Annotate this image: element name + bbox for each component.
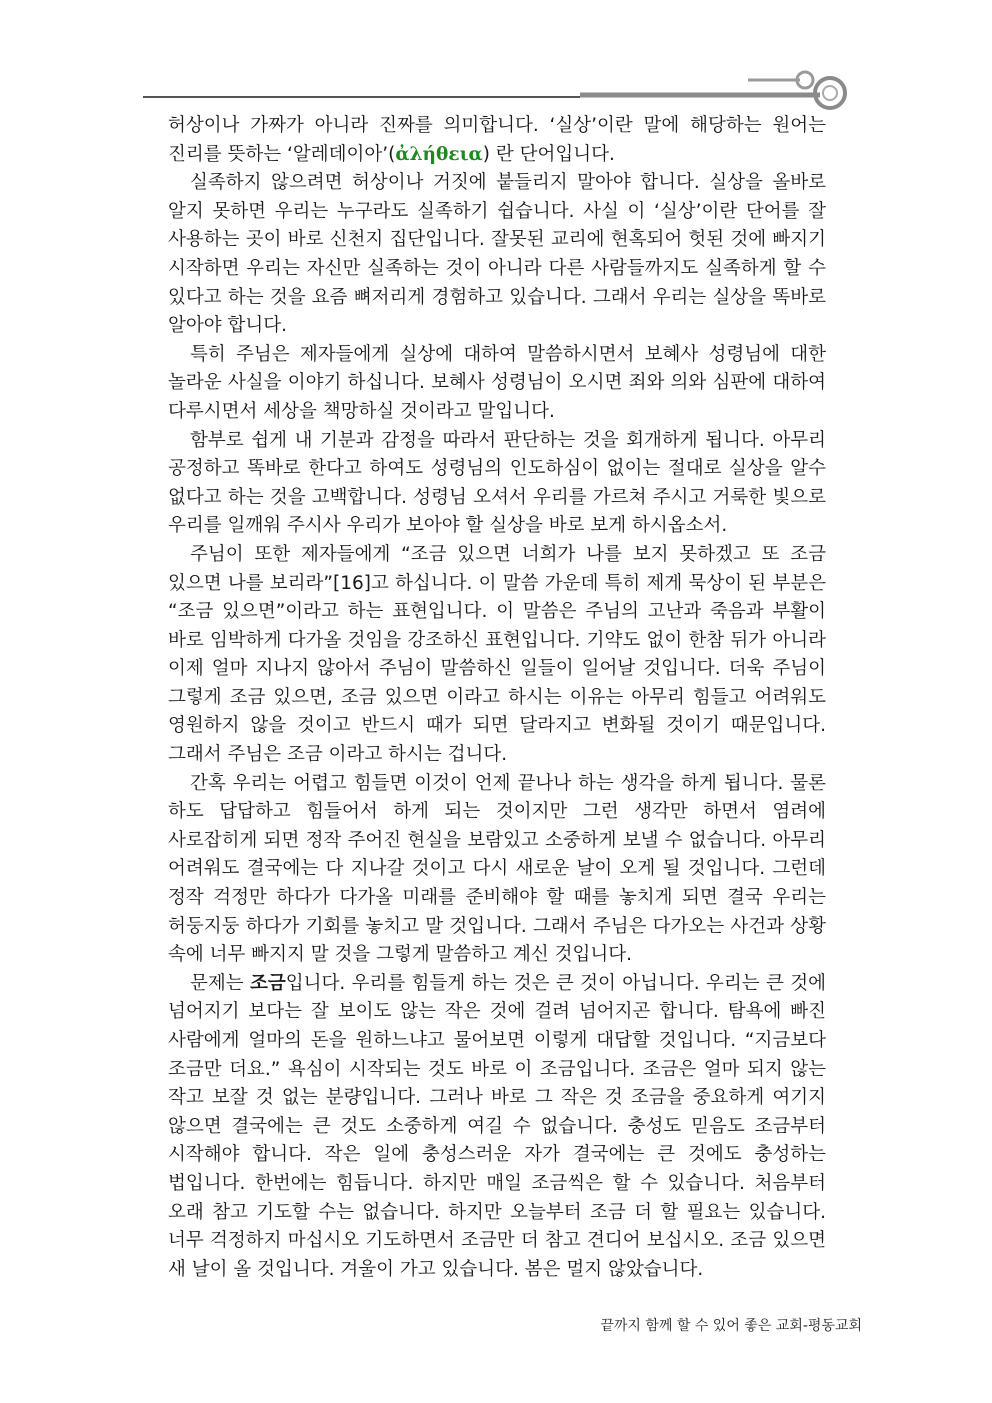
paragraph-4: 함부로 쉽게 내 기분과 감정을 따라서 판단하는 것을 회개하게 됩니다. 아무리 공정하고 똑바로 한다고 하여도 성령님의 인도하심이 없이는 절대로 실상을 알수 없다고 하는 것을 고백합니다. 성령님 오셔서 우리를 가르쳐 주시고 거룩한 빛으로 우리를 일깨워 주시사 우리가 보아야 할 실상을 바로 보게 하시옵소서. <box>168 429 826 537</box>
paragraph-6: 간혹 우리는 어렵고 힘들면 이것이 언제 끝나나 하는 생각을 하게 됩니다. 물론 하도 답답하고 힘들어서 하게 되는 것이지만 그런 생각만 하면서 염려에 사로잡히게 되면 정작 주어진 현실을 보람있고 소중하게 보낼 수 없습니다. 아무리 어려워도 결국에는 다 지나갈 것이고 다시 새로운 날이 오게 될 것입니다. 그런데 정작 걱정만 하다가 다가올 미래를 준비해야 할 때를 놓치게 되면 결국 우리는 허둥지둥 하다가 기회를 놓치고 말 것입니다. 그래서 주님은 다가오는 사건과 상황 속에 너무 빠지지 말 것을 그렇게 말씀하고 계신 것입니다. <box>168 772 826 966</box>
emphasis-word: 조금 <box>250 972 286 994</box>
paragraph-5: 주님이 또한 제자들에게 “조금 있으면 너희가 나를 보지 못하겠고 또 조금 있으면 나를 보리라”[16]고 하십니다. 이 말씀 가운데 특히 제게 묵상이 된 부분은 “조금 있으면”이라고 하는 표현입니다. 이 말씀은 주님의 고난과 죽음과 부활이 바로 임박하게 다가올 것임을 강조하신 표현입니다. 기약도 없이 한참 뒤가 아니라 이제 얼마 지나지 않아서 주님이 말씀하신 일들이 일어날 것입니다. 더욱 주님이 그렇게 조금 있으면, 조금 있으면 이라고 하시는 이유는 아무리 힘들고 어려워도 영원하지 않을 것이고 반드시 때가 되면 달라지고 변화될 것이기 때문입니다. 그래서 주님은 조금 이라고 하시는 겁니다. <box>168 543 826 766</box>
paragraph-1-tail: ) 란 단어입니다. <box>482 143 615 165</box>
paragraph-7-lead: 문제는 <box>190 972 250 994</box>
paragraph-2: 실족하지 않으려면 허상이나 거짓에 붙들리지 말아야 합니다. 실상을 올바로 알지 못하면 우리는 누구라도 실족하기 쉽습니다. 사실 이 ‘실상’이란 단어를 잘 사용하는 곳이 바로 신천지 집단입니다. 잘못된 교리에 현혹되어 헛된 것에 빠지기 시작하면 우리는 자신만 실족하는 것이 아니라 다른 사람들까지도 실족하게 할 수 있다고 하는 것을 요즘 뼈저리게 경험하고 있습니다. 그래서 우리는 실상을 똑바로 알아야 합니다. <box>168 172 826 337</box>
greek-word: ἀλήθεια <box>395 143 483 165</box>
inner-ring-icon <box>823 86 837 100</box>
article-body <box>168 112 826 1284</box>
paragraph-7 <box>168 970 826 1285</box>
paragraph-1 <box>168 112 826 169</box>
header-decoration <box>0 0 992 120</box>
paragraph-1-text: 허상이나 가짜가 아니라 진짜를 의미합니다. ‘실상’이란 말에 해당하는 원어는 진리를 뜻하는 ‘알레데이아’( <box>168 115 826 165</box>
paragraph-3: 특히 주님은 제자들에게 실상에 대하여 말씀하시면서 보혜사 성령님에 대한 놀라운 사실을 이야기 하십니다. 보혜사 성령님이 오시면 죄와 의와 심판에 대하여 다루시면서 세상을 책망하실 것이라고 말입니다. <box>168 343 826 422</box>
paragraph-7-text: 입니다. 우리를 힘들게 하는 것은 큰 것이 아닙니다. 우리는 큰 것에 넘어지기 보다는 잘 보이도 않는 작은 것에 걸려 넘어지곤 합니다. 탐욕에 빠진 사람에게 얼마의 돈을 원하느냐고 물어보면 이렇게 대답할 것입니다. “지금보다 조금만 더요.” 욕심이 시작되는 것도 바로 이 조금입니다. 조금은 얼마 되지 않는 작고 보잘 것 없는 분량입니다. 그러나 바로 그 작은 것 조금을 중요하게 여기지 않으면 결국에는 큰 것도 소중하게 여길 수 없습니다. 충성도 믿음도 조금부터 시작해야 합니다. 작은 일에 충성스러운 자가 결국에는 큰 것에도 충성하는 법입니다. 한번에는 힘듭니다. 하지만 매일 조금씩은 할 수 있습니다. 처음부터 오래 참고 기도할 수는 없습니다. 하지만 오늘부터 조금 더 할 필요는 있습니다. 너무 걱정하지 마십시오 기도하면서 조금만 더 참고 견디어 보십시오. 조금 있으면 새 날이 올 것입니다. 겨울이 가고 있습니다. 봄은 멀지 않았습니다. <box>168 972 826 1280</box>
page-footer: 끝까지 함께 할 수 있어 좋은 교회-평동교회 <box>600 1318 862 1334</box>
